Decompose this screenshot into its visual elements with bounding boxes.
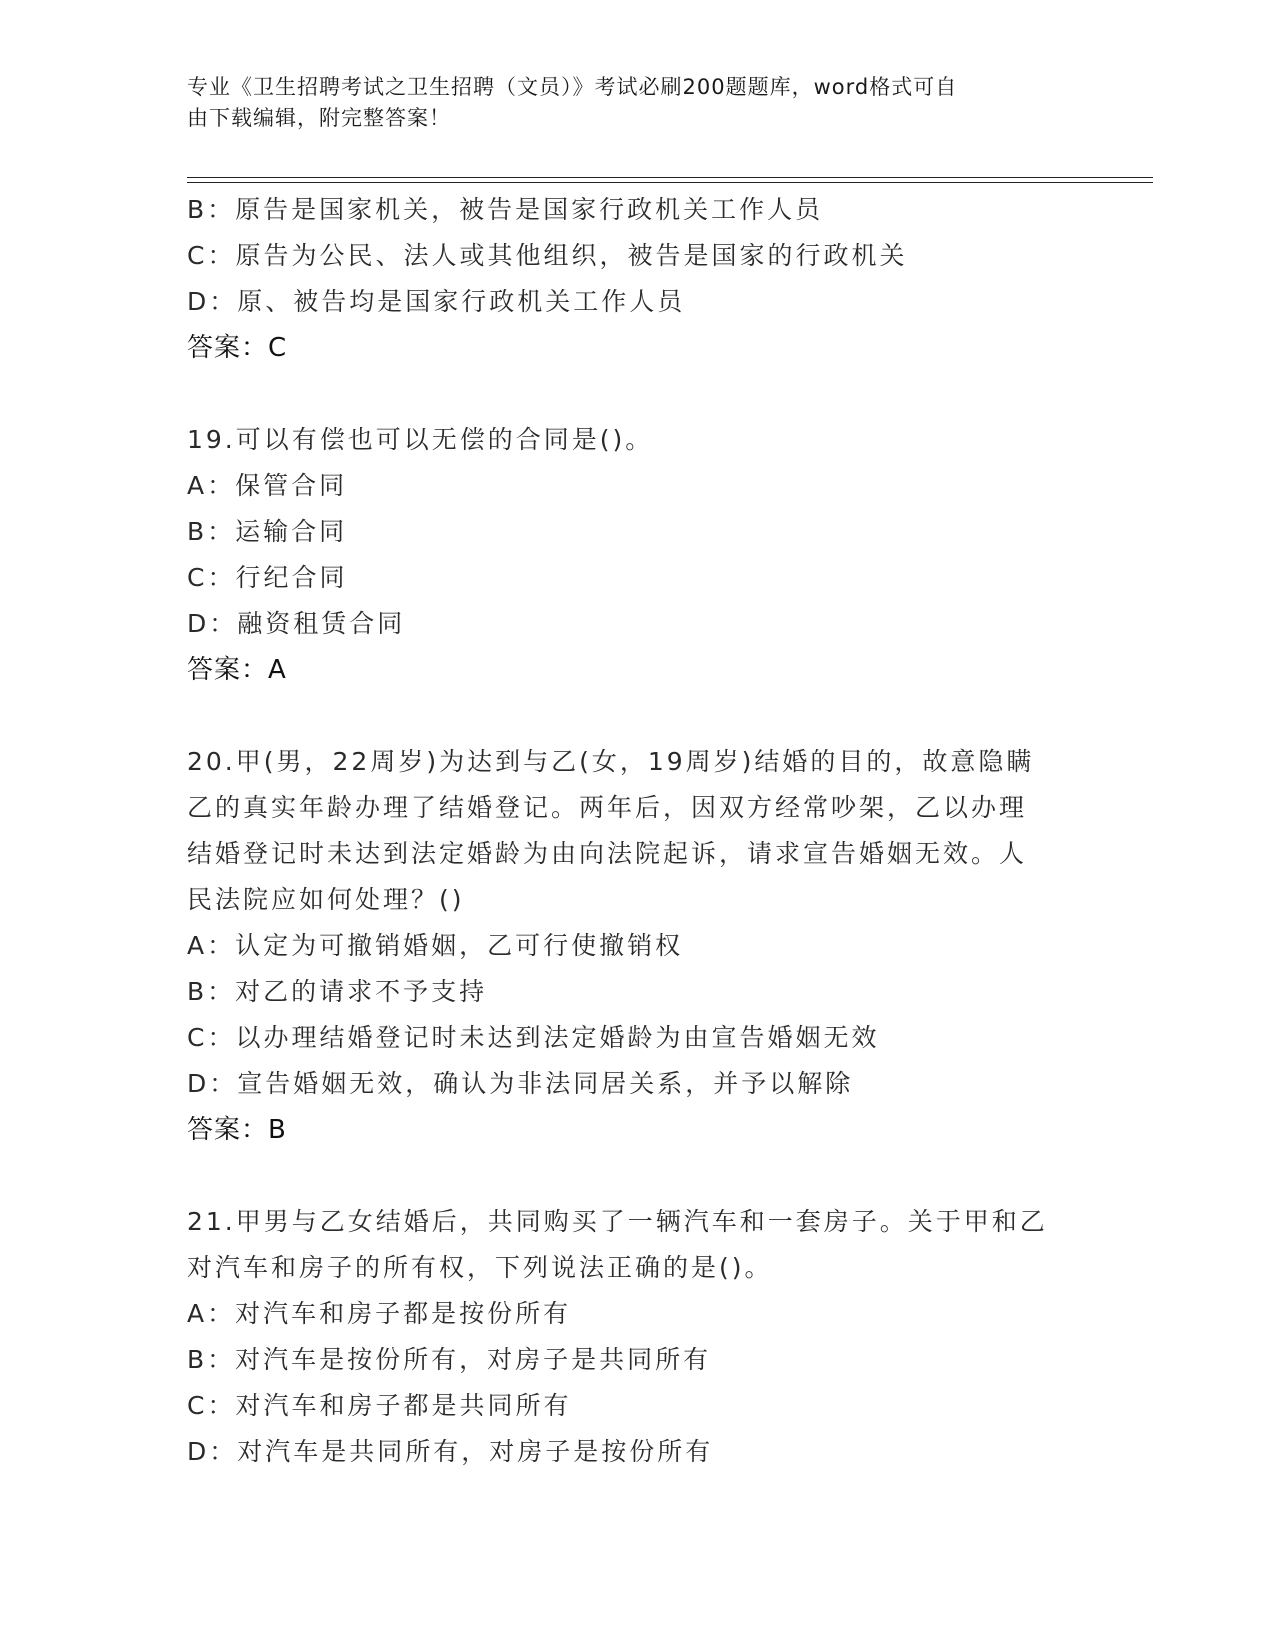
question-stem-line: 21.甲男与乙女结婚后，共同购买了一辆汽车和一套房子。关于甲和乙 [187, 1207, 1048, 1236]
answer: 答案：B [187, 1115, 287, 1145]
option-b: B：原告是国家机关，被告是国家行政机关工作人员 [187, 195, 824, 224]
option-b: B：对汽车是按份所有，对房子是共同所有 [187, 1345, 712, 1374]
document-header [187, 72, 1067, 134]
question-20 [187, 739, 1153, 1153]
header-line-1: 专业《卫生招聘考试之卫生招聘（文员）》考试必刷200题题库，word格式可自 [187, 75, 958, 99]
question-stem-line: 乙的真实年龄办理了结婚登记。两年后，因双方经常吵架，乙以办理 [187, 793, 1028, 822]
question-19 [187, 417, 1153, 693]
question-stem-line: 20.甲(男，22周岁)为达到与乙(女，19周岁)结婚的目的，故意隐瞒 [187, 747, 1035, 776]
option-c: C：行纪合同 [187, 563, 348, 592]
option-b: B：运输合同 [187, 517, 348, 546]
question-21 [187, 1199, 1153, 1475]
option-d: D：融资租赁合同 [187, 609, 406, 638]
question-stem: 19.可以有偿也可以无偿的合同是()。 [187, 425, 654, 454]
spacer [187, 1153, 1153, 1199]
question-content [187, 187, 1153, 1475]
question-stem-line: 对汽车和房子的所有权，下列说法正确的是()。 [187, 1253, 773, 1282]
option-a: A：认定为可撤销婚姻，乙可行使撤销权 [187, 931, 684, 960]
spacer [187, 371, 1153, 417]
question-18 [187, 187, 1153, 371]
answer: 答案：A [187, 655, 287, 685]
option-b: B：对乙的请求不予支持 [187, 977, 488, 1006]
option-a: A：对汽车和房子都是按份所有 [187, 1299, 572, 1328]
option-c: C：以办理结婚登记时未达到法定婚龄为由宣告婚姻无效 [187, 1023, 880, 1052]
option-a: A：保管合同 [187, 471, 348, 500]
option-c: C：原告为公民、法人或其他组织，被告是国家的行政机关 [187, 241, 908, 270]
question-stem-line: 民法院应如何处理？() [187, 885, 465, 914]
option-d: D：原、被告均是国家行政机关工作人员 [187, 287, 686, 316]
spacer [187, 693, 1153, 739]
answer: 答案：C [187, 333, 288, 363]
header-line-2: 由下载编辑，附完整答案！ [187, 106, 451, 130]
option-c: C：对汽车和房子都是共同所有 [187, 1391, 572, 1420]
header-divider-bottom [187, 182, 1153, 183]
option-d: D：对汽车是共同所有，对房子是按份所有 [187, 1437, 714, 1466]
header-divider-top [187, 177, 1153, 178]
question-stem-line: 结婚登记时未达到法定婚龄为由向法院起诉，请求宣告婚姻无效。人 [187, 839, 1028, 868]
option-d: D：宣告婚姻无效，确认为非法同居关系，并予以解除 [187, 1069, 854, 1098]
